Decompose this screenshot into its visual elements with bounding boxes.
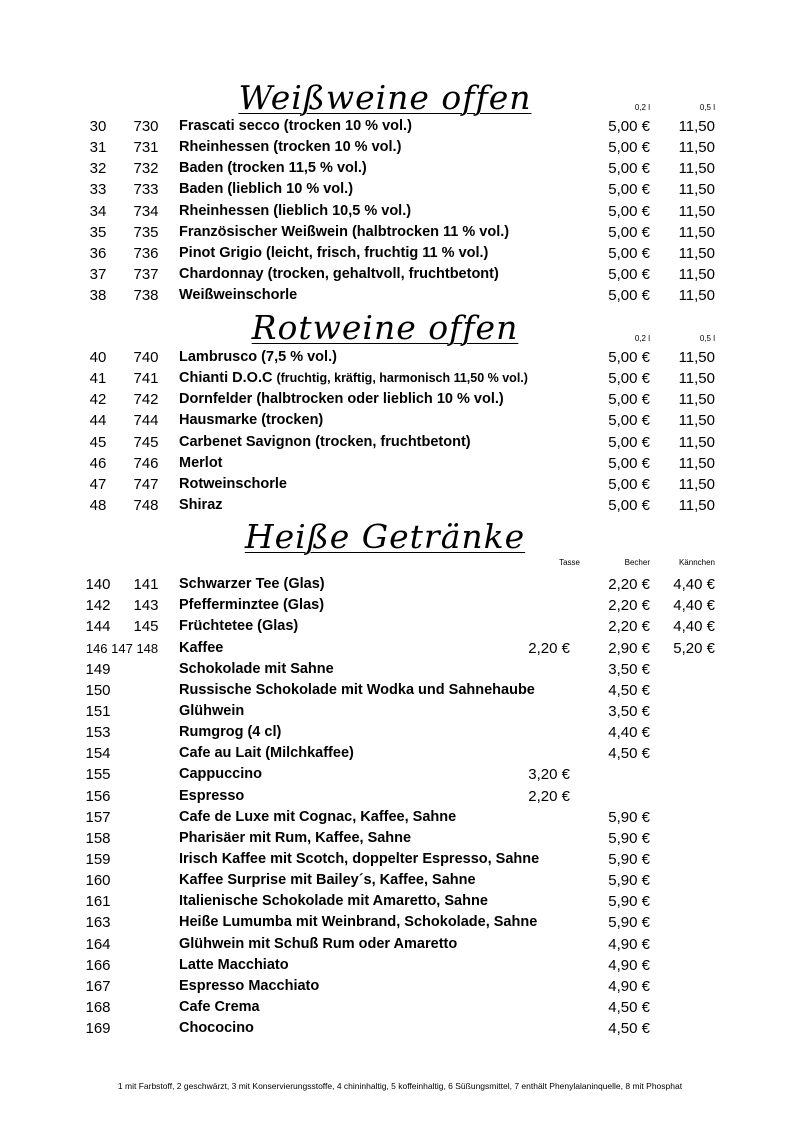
price-large: 11,50 [678, 287, 715, 305]
item-number: 33 [89, 181, 107, 199]
item-number-alt: 746 [133, 454, 159, 472]
column-header-kaennchen: Kännchen [678, 558, 715, 567]
item-name: Französischer Weißwein (halbtrocken 11 % vol.) [179, 223, 510, 240]
menu-row [0, 870, 793, 891]
price-small: 4,50 € [608, 681, 650, 699]
item-number-alt: 738 [133, 287, 159, 305]
item-name-with-detail [179, 368, 528, 389]
item-number: 169 [85, 1020, 111, 1038]
price-tasse: 3,20 € [528, 766, 570, 784]
section-title-rotweine: Rotweine offen [251, 308, 519, 347]
item-number-alt: 736 [133, 244, 159, 262]
menu-row [0, 638, 793, 659]
item-number: 167 [85, 977, 111, 995]
item-number: 161 [85, 893, 111, 911]
item-name: Frascati secco (trocken 10 % vol.) [179, 118, 412, 134]
item-number: 164 [85, 935, 111, 953]
price-small: 2,90 € [608, 639, 650, 657]
price-large: 11,50 [678, 349, 715, 366]
price-small: 2,20 € [608, 576, 650, 593]
price-small: 5,90 € [608, 829, 650, 847]
menu-row [0, 201, 793, 222]
item-name: Cafe Crema [179, 999, 260, 1015]
menu-row [0, 389, 793, 410]
item-name: Rheinhessen (trocken 10 % vol.) [179, 139, 402, 156]
item-number-alt: 732 [133, 160, 159, 178]
menu-row [0, 137, 793, 158]
item-number: 149 [85, 660, 111, 678]
item-name: Carbenet Savignon (trocken, fruchtbetont) [179, 433, 471, 450]
item-name: Baden (lieblich 10 % vol.) [179, 181, 354, 198]
item-number: 41 [89, 370, 107, 388]
item-number-alt: 742 [133, 391, 159, 409]
item-numbers: 146 147 148 [85, 640, 159, 656]
item-number: 156 [85, 787, 111, 805]
price-large: 4,40 € [673, 618, 715, 636]
price-tasse: 2,20 € [528, 787, 570, 805]
menu-row [0, 934, 793, 955]
item-number-alt: 733 [133, 181, 159, 199]
menu-row [0, 158, 793, 179]
price-large: 4,40 € [673, 576, 715, 593]
item-name: Merlot [179, 454, 223, 471]
price-tasse: 2,20 € [528, 639, 570, 657]
item-number: 37 [89, 266, 107, 283]
item-number-alt: 735 [133, 223, 159, 241]
menu-row [0, 701, 793, 722]
price-small: 3,50 € [608, 702, 650, 720]
menu-row [0, 849, 793, 870]
menu-row [0, 495, 793, 516]
item-name: Chianti D.O.C [179, 370, 273, 387]
price-small: 5,00 € [608, 223, 650, 241]
price-small: 5,00 € [608, 454, 650, 472]
item-name: Heiße Lumumba mit Weinbrand, Schokolade, Sahne [179, 914, 538, 931]
item-detail: (fruchtig, kräftig, harmonisch 11,50 % vol.) [276, 371, 528, 386]
menu-row [0, 347, 793, 368]
item-number-alt: 744 [133, 412, 159, 430]
item-number: 157 [85, 808, 111, 826]
price-small: 4,50 € [608, 999, 650, 1016]
item-number: 47 [89, 475, 107, 493]
price-large: 5,20 € [673, 639, 715, 657]
price-small: 2,20 € [608, 618, 650, 636]
item-number: 155 [85, 766, 111, 784]
column-header-tasse: Tasse [559, 558, 580, 567]
price-small: 4,50 € [608, 1020, 650, 1038]
price-small: 5,90 € [608, 851, 650, 868]
item-number: 36 [89, 244, 107, 262]
item-name: Kaffee Surprise mit Bailey´s, Kaffee, Sahne [179, 872, 476, 889]
item-name: Baden (trocken 11,5 % vol.) [179, 160, 367, 177]
item-name: Schwarzer Tee (Glas) [179, 576, 325, 592]
menu-row [0, 243, 793, 264]
item-number: 166 [85, 956, 111, 974]
item-number: 163 [85, 914, 111, 932]
price-small: 5,90 € [608, 872, 650, 890]
menu-row [0, 743, 793, 764]
section-title-weissweine: Weißweine offen [238, 78, 532, 117]
item-name: Espresso Macchiato [179, 977, 320, 994]
item-number: 144 [85, 618, 111, 636]
price-large: 11,50 [678, 244, 715, 262]
price-large: 11,50 [678, 454, 715, 472]
price-large: 11,50 [678, 412, 715, 430]
price-large: 11,50 [678, 139, 715, 157]
menu-row [0, 574, 793, 595]
price-large: 11,50 [678, 160, 715, 178]
item-name: Lambrusco (7,5 % vol.) [179, 349, 337, 365]
menu-row [0, 659, 793, 680]
item-name: Rotweinschorle [179, 475, 287, 492]
item-number: 35 [89, 223, 107, 241]
price-large: 11,50 [678, 391, 715, 409]
price-small: 5,00 € [608, 160, 650, 178]
item-number: 160 [85, 872, 111, 890]
item-name: Irisch Kaffee mit Scotch, doppelter Espresso, Sahne [179, 851, 540, 867]
menu-row [0, 680, 793, 701]
price-small: 5,90 € [608, 808, 650, 826]
price-large: 4,40 € [673, 597, 715, 615]
price-large: 11,50 [678, 370, 715, 388]
item-name: Chococino [179, 1020, 254, 1037]
item-name: Shiraz [179, 497, 223, 513]
menu-row [0, 828, 793, 849]
menu-row [0, 976, 793, 997]
price-small: 5,00 € [608, 202, 650, 220]
menu-row [0, 997, 793, 1018]
item-name: Pharisäer mit Rum, Kaffee, Sahne [179, 829, 412, 846]
item-number-alt: 745 [133, 433, 159, 451]
item-number-alt: 748 [133, 497, 159, 514]
item-name: Cafe au Lait (Milchkaffee) [179, 745, 354, 762]
item-name: Früchtetee (Glas) [179, 618, 299, 635]
price-large: 11,50 [678, 497, 715, 514]
item-number: 31 [89, 139, 107, 157]
menu-row [0, 179, 793, 200]
item-number-alt: 145 [133, 618, 159, 636]
price-small: 4,50 € [608, 745, 650, 763]
menu-row [0, 764, 793, 785]
price-small: 5,00 € [608, 497, 650, 514]
item-number: 46 [89, 454, 107, 472]
item-name: Pinot Grigio (leicht, frisch, fruchtig 11 % vol.) [179, 244, 489, 261]
price-small: 3,50 € [608, 660, 650, 678]
item-number: 48 [89, 497, 107, 514]
menu-row [0, 807, 793, 828]
price-small: 5,90 € [608, 893, 650, 911]
price-large: 11,50 [678, 181, 715, 199]
menu-row [0, 116, 793, 137]
column-header-0-2l: 0,2 l [634, 103, 650, 112]
menu-row [0, 368, 793, 389]
price-small: 5,00 € [608, 266, 650, 283]
item-name: Glühwein [179, 702, 245, 719]
price-small: 5,00 € [608, 391, 650, 409]
menu-row [0, 955, 793, 976]
menu-row [0, 264, 793, 285]
menu-row [0, 432, 793, 453]
item-number: 45 [89, 433, 107, 451]
item-name: Cappuccino [179, 766, 262, 783]
section-title-heisse-getraenke: Heiße Getränke [244, 517, 526, 556]
menu-row [0, 595, 793, 616]
item-name: Dornfelder (halbtrocken oder lieblich 10 % vol.) [179, 391, 504, 408]
column-header-0-2l: 0,2 l [634, 334, 650, 343]
item-number: 40 [89, 349, 107, 366]
item-number: 42 [89, 391, 107, 409]
item-number: 38 [89, 287, 107, 305]
item-name: Italienische Schokolade mit Amaretto, Sahne [179, 893, 488, 910]
menu-row [0, 786, 793, 807]
item-number: 168 [85, 999, 111, 1016]
menu-row [0, 222, 793, 243]
item-number-alt: 143 [133, 597, 159, 615]
menu-row [0, 912, 793, 933]
item-number: 34 [89, 202, 107, 220]
price-large: 11,50 [678, 223, 715, 241]
allergen-footnote: 1 mit Farbstoff, 2 geschwärzt, 3 mit Konservierungsstoffe, 4 chininhaltig, 5 koffeinhaltig, 6 Süßungsmittel, 7 enthält Phenylalaninquelle, 8 mit Phosphat [117, 1081, 683, 1091]
price-large: 11,50 [678, 433, 715, 451]
price-large: 11,50 [678, 202, 715, 220]
menu-row [0, 453, 793, 474]
item-number-alt: 730 [133, 118, 159, 135]
item-name: Schokolade mit Sahne [179, 660, 334, 677]
item-number: 140 [85, 576, 111, 593]
item-name: Russische Schokolade mit Wodka und Sahnehaube [179, 681, 535, 698]
item-number: 142 [85, 597, 111, 615]
column-header-0-5l: 0,5 l [699, 103, 715, 112]
price-small: 5,00 € [608, 475, 650, 493]
menu-row [0, 474, 793, 495]
menu-row [0, 1018, 793, 1039]
item-number-alt: 741 [133, 370, 159, 388]
menu-row [0, 410, 793, 431]
price-small: 5,00 € [608, 139, 650, 157]
item-name: Hausmarke (trocken) [179, 412, 324, 429]
item-name: Weißweinschorle [179, 287, 298, 304]
price-large: 11,50 [678, 118, 715, 135]
price-small: 5,00 € [608, 349, 650, 366]
price-large: 11,50 [678, 266, 715, 283]
item-name: Rheinhessen (lieblich 10,5 % vol.) [179, 202, 412, 219]
price-small: 5,00 € [608, 412, 650, 430]
item-number-alt: 740 [133, 349, 159, 366]
price-small: 5,00 € [608, 370, 650, 388]
price-small: 2,20 € [608, 597, 650, 615]
menu-row [0, 722, 793, 743]
item-number: 154 [85, 745, 111, 763]
item-number: 151 [85, 702, 111, 720]
price-small: 4,40 € [608, 724, 650, 741]
price-large: 11,50 [678, 475, 715, 493]
price-small: 5,00 € [608, 181, 650, 199]
item-name: Cafe de Luxe mit Cognac, Kaffee, Sahne [179, 808, 457, 825]
price-small: 4,90 € [608, 977, 650, 995]
item-number: 159 [85, 851, 111, 868]
price-small: 5,00 € [608, 287, 650, 305]
item-number: 150 [85, 681, 111, 699]
column-header-becher: Becher [624, 558, 650, 567]
item-name: Latte Macchiato [179, 956, 289, 973]
item-number-alt: 731 [133, 139, 159, 157]
item-number-alt: 734 [133, 202, 159, 220]
price-small: 4,90 € [608, 956, 650, 974]
item-name: Kaffee [179, 639, 224, 656]
menu-row [0, 616, 793, 637]
item-name: Espresso [179, 787, 245, 804]
item-number: 158 [85, 829, 111, 847]
item-number: 30 [89, 118, 107, 135]
item-name: Chardonnay (trocken, gehaltvoll, fruchtbetont) [179, 266, 499, 282]
item-name: Rumgrog (4 cl) [179, 724, 282, 740]
item-number-alt: 737 [133, 266, 159, 283]
item-number: 153 [85, 724, 111, 741]
item-number: 44 [89, 412, 107, 430]
price-small: 5,00 € [608, 244, 650, 262]
item-name: Pfefferminztee (Glas) [179, 597, 325, 614]
item-number-alt: 141 [133, 576, 159, 593]
price-small: 4,90 € [608, 935, 650, 953]
menu-row [0, 285, 793, 306]
item-number: 32 [89, 160, 107, 178]
price-small: 5,00 € [608, 433, 650, 451]
price-small: 5,90 € [608, 914, 650, 932]
item-number-alt: 747 [133, 475, 159, 493]
menu-row [0, 891, 793, 912]
price-small: 5,00 € [608, 118, 650, 135]
item-name: Glühwein mit Schuß Rum oder Amaretto [179, 935, 458, 952]
column-header-0-5l: 0,5 l [699, 334, 715, 343]
